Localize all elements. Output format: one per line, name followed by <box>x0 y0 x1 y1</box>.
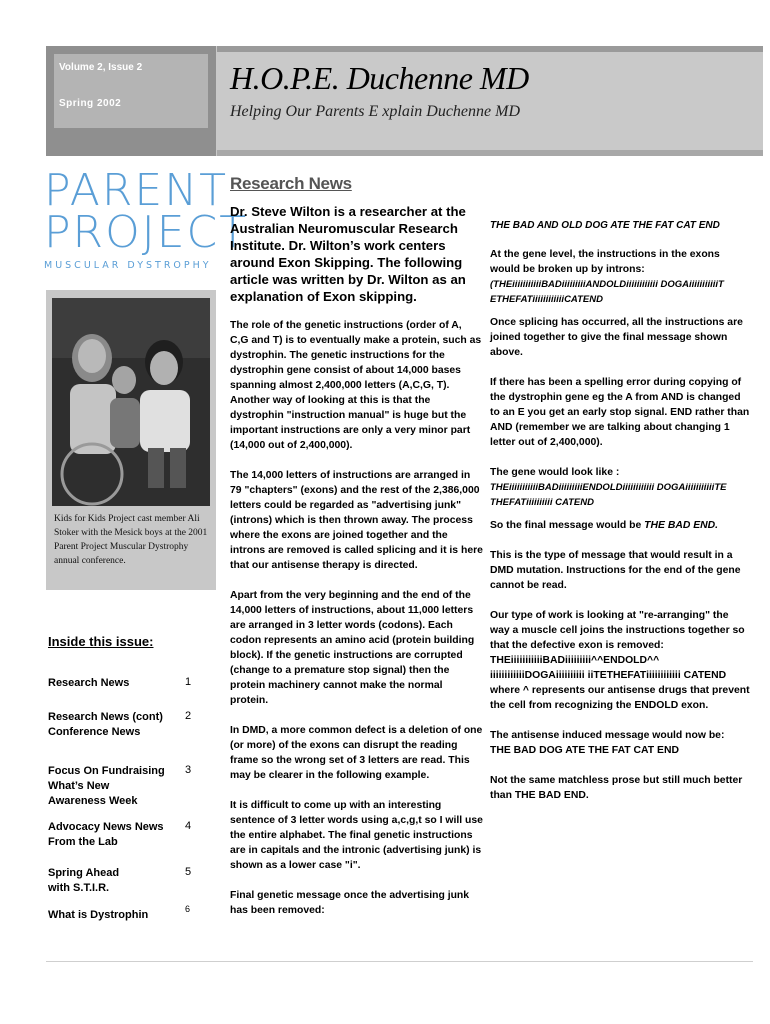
logo-line-1: PARENT <box>44 165 228 216</box>
paragraph: Once splicing has occurred, all the instructions are joined together to give the final message shown above. <box>490 317 743 358</box>
season-label: Spring 2002 <box>59 98 122 109</box>
photo-illustration <box>52 298 210 506</box>
issue-box <box>54 54 208 128</box>
paragraph-text: So the final message would be <box>490 520 645 531</box>
code-sequence: THEiiiiiiiiiiiBADiiiiiiiiiENDOLDiiiiiiiiiiii DOGAiiiiiiiiiiiTE THEFATiiiiiiiiii CATEND <box>490 482 727 508</box>
paragraph-text: Our type of work is looking at "re-arranging" the way a muscle cell joins the instructions together so that the defective exon is removed: <box>490 610 745 651</box>
newsletter-subtitle: Helping Our Parents E xplain Duchenne MD <box>230 103 521 120</box>
parent-project-logo <box>44 165 249 271</box>
paragraph: This is the type of message that would result in a DMD mutation. Instructions for the end of the gene cannot be read. <box>490 550 741 591</box>
paragraph <box>490 518 750 533</box>
toc-page: 2 <box>185 710 192 722</box>
article-lead: Dr. Steve Wilton is a researcher at the Australian Neuromuscular Research Institute. Dr. Wilton’s work centers around Exon Skipping. The following article was written by Dr. Wilton as an explanation of Exon skipping. <box>230 204 466 304</box>
toc-label: Research News (cont) Conference News <box>48 711 163 738</box>
toc-page: 4 <box>185 820 192 832</box>
toc-label: Research News <box>48 677 130 689</box>
example-sentence: THE BAD AND OLD DOG ATE THE FAT CAT END <box>490 220 720 231</box>
paragraph <box>490 728 750 758</box>
paragraph: If there has been a spelling error during copying of the dystrophin gene eg the A from AND is changed to an E you get an early stop signal. END rather than AND (remember we are talking about changing 1 letter out of 2,400,000). <box>490 377 750 448</box>
paragraph-text: where ^ represents our antisense drugs that prevent the cell from recognizing the ENDOLD exon. <box>490 685 750 711</box>
newsletter-title: H.O.P.E. Duchenne MD <box>230 60 529 96</box>
paragraph <box>490 608 750 713</box>
toc-page: 3 <box>185 764 192 776</box>
toc-label: What is Dystrophin <box>48 909 149 921</box>
volume-label: Volume 2, Issue 2 <box>59 62 143 73</box>
conference-photo <box>52 298 210 506</box>
logo-line-3: MUSCULAR DYSTROPHY <box>44 260 212 271</box>
paragraph-text: The gene would look like : <box>490 467 620 478</box>
toc-page: 6 <box>185 904 191 914</box>
photo-caption: Kids for Kids Project cast member Ali Stoker with the Mesick boys at the 2001 Parent Project Muscular Dystrophy annual conference. <box>54 514 208 566</box>
article-column-2 <box>490 218 750 818</box>
toc-page: 1 <box>185 676 192 688</box>
code-sequence: THEiiiiiiiiiiiBADiiiiiiiii^^ENDOLD^^ iiiiiiiiiiiiDOGAiiiiiiiiii iiTETHEFATiiiiiiiiiiii CATEND <box>490 655 727 681</box>
paragraph-text: At the gene level, the instructions in the exons would be broken up by introns: <box>490 249 720 275</box>
paragraph: Not the same matchless prose but still much better than THE BAD END. <box>490 775 743 801</box>
toc-label: Advocacy News News From the Lab <box>48 821 164 848</box>
paragraph <box>490 465 750 510</box>
toc-page: 5 <box>185 866 192 878</box>
masthead-bottom-rule <box>217 150 763 156</box>
masthead-top-rule <box>217 46 763 52</box>
paragraph: It is difficult to come up with an interesting sentence of 3 letter words using a,c,g,t so I will use the entire alphabet. The final genetic instructions are in capitals and the intronic (advertising junk) is shown as a lower case "i". <box>230 800 483 871</box>
paragraph: The 14,000 letters of instructions are arranged in 79 "chapters" (exons) and the rest of the 2,386,000 letters could be regarded as "advertising junk" (introns) which is then thrown away. The process where the exons are joined together and the introns are removed is called splicing and it is here that our antisense therapy is directed. <box>230 470 483 571</box>
code-sequence: (THEiiiiiiiiiiiBADiiiiiiiiiANDOLDiiiiiiiiiiii DOGAiiiiiiiiiiiT ETHEFATiiiiiiiiiiiiCATEND <box>490 279 724 305</box>
section-title: Research News <box>230 174 352 193</box>
paragraph: The role of the genetic instructions (order of A, C,G and T) is to eventually make a protein, such as dystrophin. The genetic instructions for the dystrophin gene consist of about 14,000 bases spanning almost 2,400,000 letters (A,C,G, T). Another way of looking at this is that the dystrophin "instruction manual" is huge but the important instructions are only a very minor part (14,000 out of 2,400,000). <box>230 320 482 451</box>
article-column-1 <box>230 318 483 933</box>
toc-label: Focus On Fundraising What’s New Awareness Week <box>48 765 165 807</box>
code-sequence: THE BAD DOG ATE THE FAT CAT END <box>490 745 679 756</box>
inside-issue-heading: Inside this issue: <box>48 634 154 649</box>
bottom-rule <box>46 961 753 962</box>
paragraph: Final genetic message once the advertising junk has been removed: <box>230 890 470 916</box>
toc-label: Spring Ahead with S.T.I.R. <box>48 867 120 894</box>
paragraph: Apart from the very beginning and the end of the 14,000 letters of instructions, about 11,000 letters are arranged in 3 letter words (codons). Each codon represents an amino acid (protein building block). If the genetic instructions are corrupted (change to a premature stop signal) then the protein machinery cannot make the normal protein. <box>230 590 475 706</box>
paragraph <box>490 247 750 307</box>
paragraph: In DMD, a more common defect is a deletion of one (or more) of the exons can disrupt the reading frame so the wrong set of 3 letters are read. This may be clearer in the following example. <box>230 725 483 781</box>
paragraph-text: The antisense induced message would now be: <box>490 730 725 741</box>
code-sequence: THE BAD END. <box>644 520 719 531</box>
logo-line-2: PROJECT <box>44 207 249 258</box>
